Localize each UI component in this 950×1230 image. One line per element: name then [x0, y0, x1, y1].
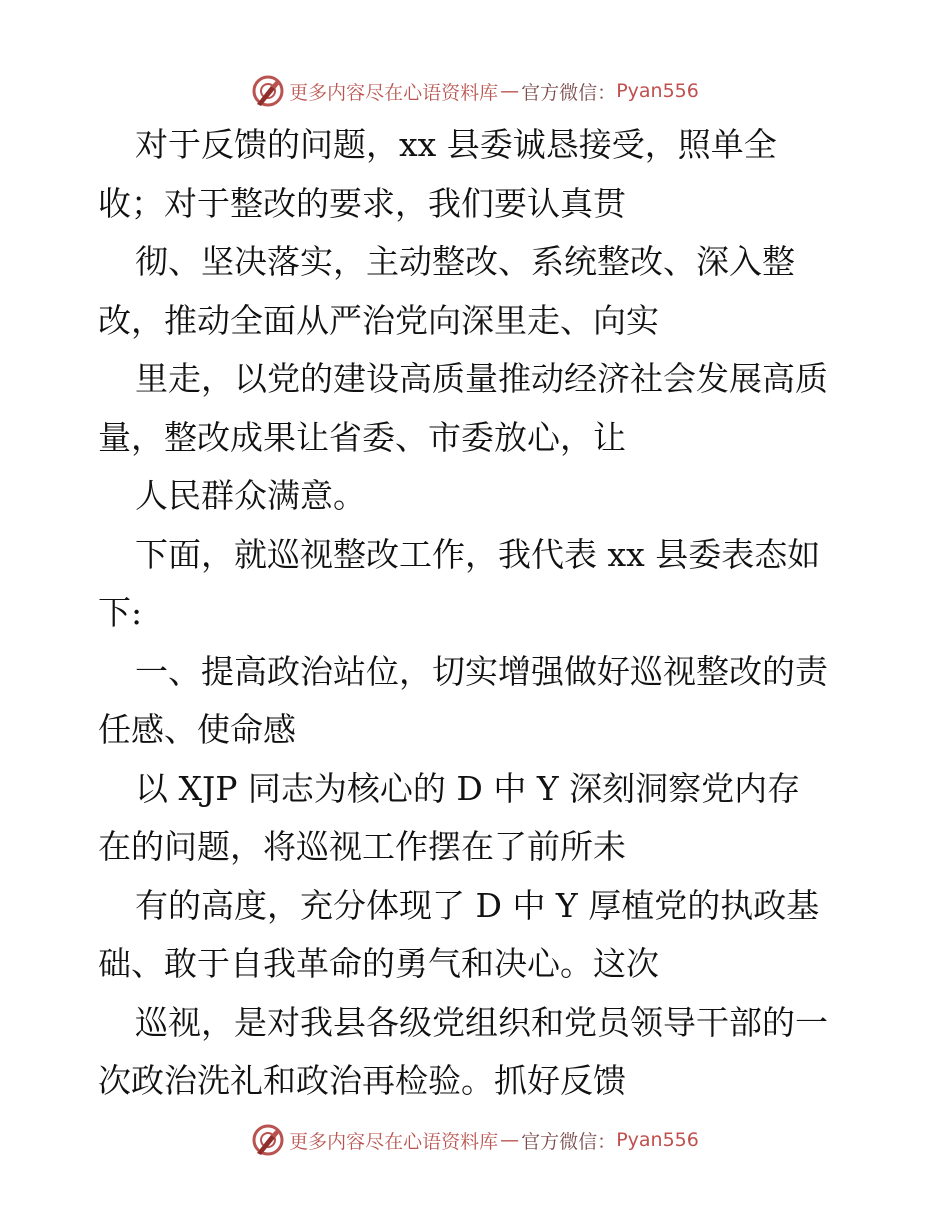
text-line: 次政治洗礼和政治再检验。抓好反馈	[98, 1061, 626, 1100]
watermark-text: 更多内容尽在心语资料库	[289, 1130, 499, 1153]
watermark-official-label: 官方微信：	[521, 81, 617, 104]
text-line: 人民群众满意。	[135, 476, 366, 515]
watermark-wechat-id: Pyan556	[616, 1129, 699, 1151]
text-line: 巡视，是对我县各级党组织和党员领导干部的一	[135, 1002, 828, 1042]
document-body	[98, 116, 858, 1111]
section-heading-cont: 任感、使命感	[98, 710, 296, 749]
text-line: 础、敢于自我革命的勇气和决心。这次	[98, 944, 659, 983]
text-line: 对于反馈的问题，xx 县委诚恳接受，照单全	[135, 125, 777, 164]
watermark-separator: —	[500, 80, 520, 102]
text-line: 在的问题，将巡视工作摆在了前所未	[98, 827, 626, 866]
text-line: 彻、坚决落实，主动整改、系统整改、深入整	[135, 242, 795, 281]
watermark-wechat-id: Pyan556	[616, 80, 699, 102]
section-heading: 一、提高政治站位，切实增强做好巡视整改的责	[135, 651, 828, 691]
watermark-official-label: 官方微信：	[521, 1130, 617, 1153]
watermark-text: 更多内容尽在心语资料库	[289, 81, 499, 104]
text-line: 改，推动全面从严治党向深里走、向实	[98, 300, 659, 340]
text-line: 收；对于整改的要求，我们要认真贯	[98, 183, 626, 223]
text-line: 以 XJP 同志为核心的 D 中 Y 深刻洞察党内存	[135, 768, 801, 808]
text-line: 下面，就巡视整改工作，我代表 xx 县委表态如	[135, 534, 821, 574]
pen-logo-icon	[251, 74, 285, 108]
footer-watermark	[0, 1120, 950, 1160]
text-line: 有的高度，充分体现了 D 中 Y 厚植党的执政基	[135, 885, 820, 925]
header-watermark	[0, 71, 950, 111]
text-line: 里走，以党的建设高质量推动经济社会发展高质	[135, 359, 828, 398]
pen-logo-icon	[251, 1123, 285, 1157]
text-line: 量，整改成果让省委、市委放心，让	[98, 417, 626, 457]
text-line: 下:	[98, 593, 143, 632]
watermark-separator: —	[500, 1129, 520, 1151]
